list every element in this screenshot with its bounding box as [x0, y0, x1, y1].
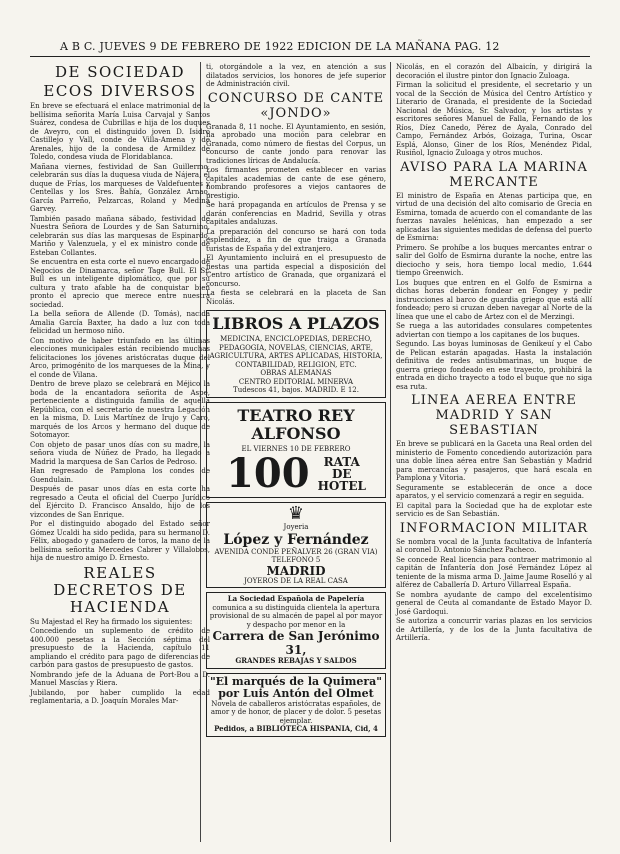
paragraph: La fiesta se celebrará en la placeta de San Nicolás.	[206, 289, 386, 306]
ad-libro-quimera	[206, 673, 386, 737]
ad-libros-center: CENTRO EDITORIAL MINERVA	[238, 377, 354, 386]
ad-papeleria-line2: comunica a su distinguida clientela la apertura provisional de su almacén de papel al por mayor y despacho por menor en la	[209, 603, 383, 629]
ad-papeleria-line3: Carrera de San Jerónimo 31,	[212, 629, 380, 657]
paragraph: La preparación del concurso se hará con toda esplendidez, a fin de que traiga a Granada turistas de España y del extranjero.	[206, 227, 386, 253]
paragraph: Se encuentra en esta corte el nuevo encargado de Negocios de Dinamarca, señor Tage Bull. El Sr. Bull es un inteligente diplomático, que por su cultura y trato afable ha de conquistar bien pronto el aprecio que merece entre nuestra sociedad.	[30, 258, 210, 309]
ad-joyeria	[206, 502, 386, 588]
decreto-paragraph: Jubilando, por haber cumplido la edad reglamentaria, a D. Joaquín Morales Mar-	[30, 688, 210, 705]
militar-paragraph: Se nombra vocal de la Junta facultativa de Infantería al coronel D. Antonio Sánchez Pacheco.	[396, 537, 592, 554]
ad-libros-title: LIBROS A PLAZOS	[212, 314, 380, 333]
militar-paragraph: Se concede Real licencia para contraer matrimonio al capitán de Infantería don José Fernández López al teniente de la misma arma D. Jaime Jaume Roselló y al alférez de Caballería D. Arturo Villarreal España.	[396, 555, 592, 589]
continuation-text: ti, otorgándole a la vez, en atención a sus dilatados servicios, los honores de jefe superior de Administración civil.	[206, 63, 386, 88]
headline-linea-aerea: LINEA AEREA ENTRE MADRID Y SAN SEBASTIAN	[411, 393, 577, 438]
ad-libro-text: Novela de caballeros aristócratas españoles, de amor y de honor, de placer y de dolor. 5 pesetas ejemplar.	[210, 699, 382, 725]
ad-teatro-date: EL VIERNES 10 DE FEBRERO	[241, 444, 351, 453]
linea-paragraph: Seguramente se establecerán de once a doce aparatos, y el servicio comenzará a regir en seguida.	[396, 483, 592, 500]
paragraph: Firman la solicitud el presidente, el secretario y un vocal de la Sección de Música del Centro Artístico y Literario de Granada, el presidente de la Sociedad Nacional de Música, Sr. Salvador, y los artistas y escritores señores Manuel de Falla, Fernando de los Ríos, Díez Canedo, Pérez de Ayala, Conrado del Campo, Fernández Arbós, Goizaga, Turina, Oscar Esplá, Alonso, Giner de los Ríos, Menéndez Pidal, Rusiñol, Ignacio Zuloaga y otros muchos.	[396, 81, 592, 157]
headline-aviso: AVISO PARA LA MARINA MERCANTE	[400, 159, 588, 190]
paragraph: Dentro de breve plazo se celebrará en Méjico la boda de la encantadora señorita de Aspe, perteneciente a distinguida familia de aquella República, con el secretario de nuestra Legación en la misma, D. Luis Martínez de Irujo y Caro, marqués de los Arcos y hermano del duque de Sotomayor.	[30, 380, 210, 439]
paragraph: La bella señora de Allende (D. Tomás), nacida Amalia García Baxter, ha dado a luz con toda felicidad un hermoso niño.	[30, 310, 210, 335]
ad-joyeria-city: MADRID	[266, 563, 326, 578]
ad-libros-sub: OBRAS ALEMANAS	[260, 369, 332, 377]
aviso-paragraph: Los buques que entren en el Golfo de Esmirna a dichas horas deberán fondear en Fongey y pedir instrucciones al barco de guardia griego que está allí fondeado; pero si cruzan deben navegar al Norte de la línea que une el cabo de Artez con el de Merzingi.	[396, 278, 592, 321]
ad-libros-address: Tudescos 41, bajos. MADRID. E 12.	[233, 386, 359, 394]
aviso-paragraph: Segundo. Las boyas luminosas de Genikeuí y el Cabo de Pelican estarán apagadas. Hasta la instalación definitiva de redes antisubmarinas, un buque de guerra griego fondeado en ese trayecto, prohibirá la entrada en dicho trayecto a todo el buque que no siga esa ruta.	[396, 340, 592, 391]
militar-paragraph: Se autoriza a concurrir varias plazas en los servicios de Artillería, y de los de la Junta facultativa de Artillería.	[396, 617, 592, 642]
page-header: A B C. JUEVES 9 DE FEBRERO DE 1922 EDICION DE LA MAÑANA PAG. 12	[60, 40, 500, 53]
paragraph: Después de pasar unos días en esta corte ha regresado a Ceuta el oficial del Cuerpo Jurídico del Ejército D. Francisco Ansaldo, hijo de los vizcondes de San Enrique.	[30, 485, 210, 519]
aviso-paragraph: El ministro de España en Atenas participa que, en virtud de una decisión del alto comisario de Grecia en Esmirna, tomada de acuerdo con el comandante de las fuerzas navales helénicas, han empezado a ser aplicadas las siguientes medidas de defensa del puerto de Esmirna:	[396, 191, 592, 242]
decreto-paragraph: Concediendo un suplemento de crédito de 400.000 pesetas a la Sección séptima del presupuesto de la Hacienda, capítulo 11 ampliando el crédito para pago de diferencias de carbón para gastos de presupuesto de gastos.	[30, 627, 210, 669]
ad-joyeria-name: López y Fernández	[223, 531, 369, 548]
headline-ecos: ECOS DIVERSOS	[43, 82, 197, 100]
ad-libro-author: por Luis Antón del Olmet	[218, 686, 374, 700]
paragraph: En breve se efectuará el enlace matrimonial de la bellísima señorita María Luisa Carvajal y Santos Suárez, condesa de Cubrillas e hija de los duques de Aveyro, con el distinguido joven D. Isidro Castillejo y Vall, conde de Villa-Amena y de Arenales, hijo de la condesa de Armildez de Toledo, condesa viuda de Floridablanca.	[30, 102, 210, 161]
paragraph: El Ayuntamiento incluirá en el presupuesto de fiestas una partida especial a disposición del Centro artístico de Granada, que organizará el concurso.	[206, 254, 386, 288]
ad-teatro-number: 100	[226, 450, 310, 497]
ad-papeleria-line1: La Sociedad Española de Papelería	[227, 594, 365, 603]
linea-paragraph: En breve se publicará en la Gaceta una Real orden del ministerio de Fomento concediendo autorización para una doble línea aérea entre San Sebastián y Madrid para mercancías y pasajeros, que hará escala en Pamplona y Vitoria.	[396, 440, 592, 482]
ad-libro-footer: Pedidos, a BIBLIOTECA HISPANIA, Cid, 4	[214, 724, 378, 733]
right-column	[396, 62, 592, 842]
ad-joyeria-title: Joyeria	[283, 523, 309, 531]
headline-informacion-militar: INFORMACION MILITAR	[399, 520, 589, 536]
paragraph: Por el distinguido abogado del Estado señor Gómez Ucaldi ha sido pedida, para su hermano D. Félix, abogado y ganadero de toros, la mano de la bellísima señorita Mercedes Cabrer y Villalobos, hija de nuestro amigo D. Ernesto.	[30, 520, 210, 562]
ad-joyeria-tagline: JOYEROS DE LA REAL CASA	[244, 576, 348, 585]
ad-papeleria-line4: GRANDES REBAJAS Y SALDOS	[235, 656, 357, 665]
paragraph: Los firmantes prometen establecer en varias capitales academias de cante de ese género, nombrando profesores a viejos cantaores de prestigio.	[206, 166, 386, 200]
continuation-text: Nicolás, en el corazón del Albaicín, y dirigirá la decoración el ilustre pintor don Ignacio Zuloaga.	[396, 63, 592, 80]
left-column	[30, 62, 210, 842]
paragraph: Se hará propaganda en artículos de Prensa y se darán conferencias en Madrid, Sevilla y otras capitales andaluzas.	[206, 201, 386, 226]
ad-libro-title: "El marqués de la Quimera"	[209, 674, 383, 688]
ad-libros-lines: MEDICINA, ENCICLOPEDIAS, DERECHO, PEDAGOGIA, NOVELAS, CIENCIAS, ARTE, AGRICULTURA, ARTES APLICADAS, HISTORIA, CONTABILIDAD, RELIGION, ETC.	[209, 335, 383, 369]
headline-reales-decretos: REALES DECRETOS DE HACIENDA	[53, 563, 187, 616]
paragraph: Mañana viernes, festividad de San Guillermo, celebrarán sus días la duquesa viuda de Nájera, el duque de Frías, los marqueses de Valdefuentes y Centellas y los Sres. Bahía, González Arnao, García Parreño, Pelzarcas, Roland y Medina Garvey.	[30, 162, 210, 213]
paragraph: Granada 8, 11 noche. El Ayuntamiento, en sesión, ha aprobado una moción para celebrar en Granada, como número de fiestas del Corpus, un concurso de cante jondo para renovar las tradiciones líricas de Andalucía.	[206, 122, 386, 165]
paragraph: Con objeto de pasar unos días con su madre, la señora viuda de Núñez de Prado, ha llegado a Madrid la marquesa de San Carlos de Pedroso.	[30, 440, 210, 466]
ad-papeleria	[206, 592, 386, 669]
ad-teatro-body	[209, 450, 383, 497]
aviso-paragraph: Primero. Se prohíbe a los buques mercantes entrar o salir del Golfo de Esmirna durante la noche, entre las dieciocho y seis, hora tiempo local medio, 1.644 tiempo Greenwich.	[396, 243, 592, 277]
header-rule	[30, 56, 590, 57]
crown-icon: ♛	[287, 503, 305, 524]
ad-teatro-word: HOTEL	[317, 479, 366, 493]
paragraph: También pasado mañana sábado, festividad de Nuestra Señora de Lourdes y de San Saturnino, celebrarán sus días las marquesas de Espinardo, Mariño y Valenzuela, y el ex ministro conde de Esteban Collantes.	[30, 214, 210, 257]
ad-teatro-word: DE	[331, 467, 352, 481]
column-separator	[390, 62, 391, 842]
paragraph: Han regresado de Pamplona los condes de Guendulain.	[30, 467, 210, 484]
headline-concurso: CONCURSO DE CANTE «JONDO»	[207, 90, 385, 121]
ad-joyeria-phone: TELEFONO 5	[271, 556, 321, 564]
headline-sociedad: DE SOCIEDAD	[54, 63, 186, 81]
ad-joyeria-address: AVENIDA CONDE PEÑALVER 26 (GRAN VIA)	[214, 547, 378, 556]
decreto-paragraph: Su Majestad el Rey ha firmado los siguientes:	[30, 617, 193, 626]
paragraph: Con motivo de haber triunfado en las últimas elecciones municipales están recibiendo muchas felicitaciones los jóvenes aristócratas duque del Arco, primogénito de los marqueses de la Mina, y el conde de Vilana.	[30, 336, 210, 379]
linea-paragraph: El capital para la Sociedad que ha de explotar este servicio es de San Sebastián.	[396, 501, 592, 518]
militar-paragraph: Se nombra ayudante de campo del excelentísimo general de Ceuta al comandante de Estado Mayor D. José Gardoqui.	[396, 590, 592, 616]
middle-column	[206, 62, 386, 842]
ad-libros	[206, 310, 386, 398]
ad-teatro-word: RATA	[323, 455, 360, 469]
ad-teatro	[206, 402, 386, 499]
aviso-paragraph: Se ruega a las autoridades consulares competentes adviertan con tiempo a los capitanes de los buques.	[396, 322, 592, 339]
ad-teatro-words	[318, 456, 366, 492]
decreto-paragraph: Nombrando jefe de la Aduana de Port-Bou a D. Manuel Mascías y Riera.	[30, 670, 210, 687]
ad-teatro-title: TEATRO REY ALFONSO	[237, 405, 355, 443]
